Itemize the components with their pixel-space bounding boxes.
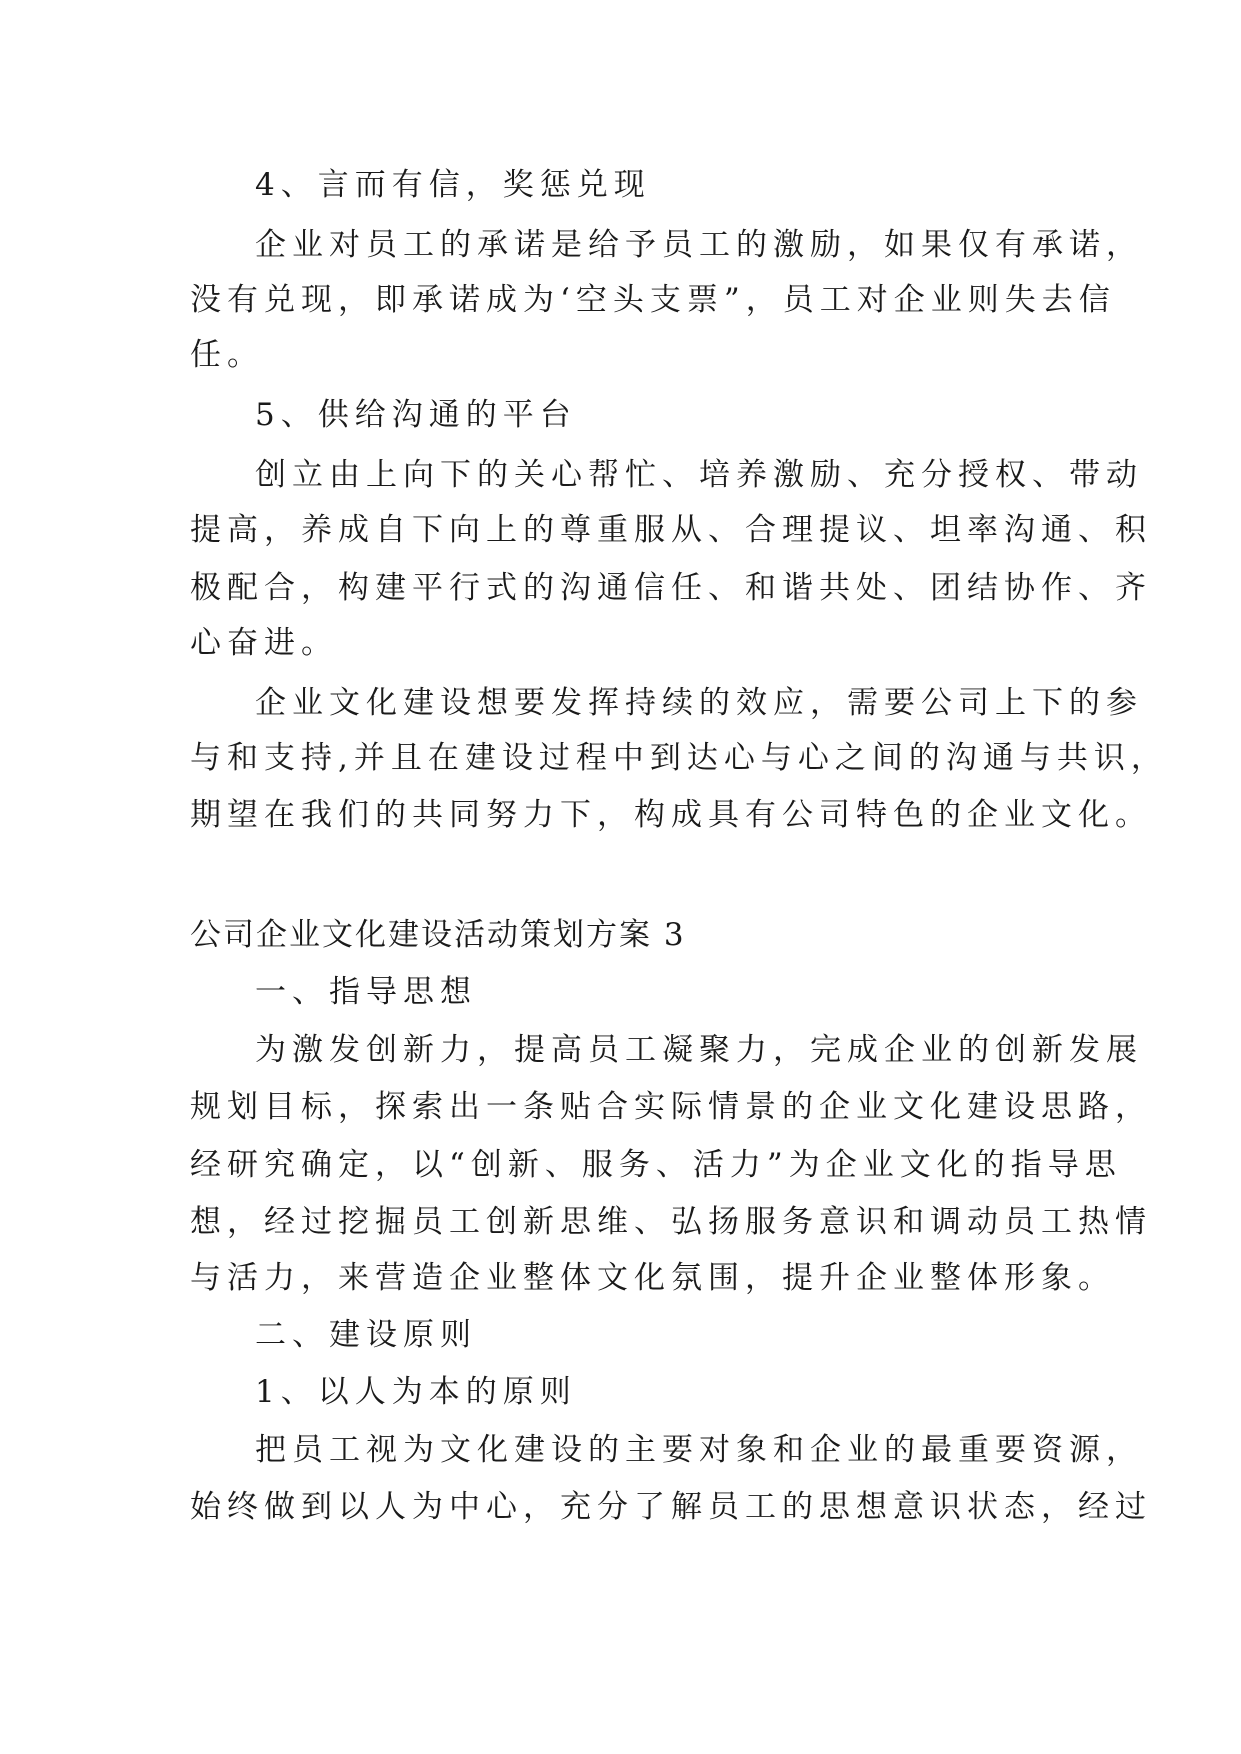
- paragraph-line: 与活力，来营造企业整体文化氛围，提升企业整体形象。: [190, 1260, 1115, 1296]
- heading-item-1: 1、以人为本的原则: [255, 1374, 577, 1410]
- paragraph-line: 心奋进。: [190, 625, 338, 661]
- heading-item-4: 4、言而有信，奖惩兑现: [255, 167, 651, 203]
- paragraph-line: 企业对员工的承诺是给予员工的激励，如果仅有承诺，: [255, 227, 1143, 263]
- paragraph-line: 提高，养成自下向上的尊重服从、合理提议、坦率沟通、积: [190, 512, 1152, 548]
- paragraph-line: 任。: [190, 337, 264, 373]
- paragraph-line: 规划目标，探索出一条贴合实际情景的企业文化建设思路，: [190, 1089, 1152, 1125]
- paragraph-line: 经研究确定，以“创新、服务、活力”为企业文化的指导思: [190, 1147, 1122, 1183]
- paragraph-line: 期望在我们的共同努力下，构成具有公司特色的企业文化。: [190, 797, 1152, 833]
- paragraph-line: 把员工视为文化建设的主要对象和企业的最重要资源，: [255, 1432, 1143, 1468]
- heading-guiding-thought: 一、指导思想: [255, 974, 477, 1010]
- section-title: 公司企业文化建设活动策划方案 3: [190, 917, 686, 953]
- heading-item-5: 5、供给沟通的平台: [255, 397, 577, 433]
- heading-principles: 二、建设原则: [255, 1317, 477, 1353]
- paragraph-line: 与和支持,并且在建设过程中到达心与心之间的沟通与共识，: [190, 740, 1168, 776]
- paragraph-line: 没有兑现，即承诺成为‘空头支票”，员工对企业则失去信: [190, 282, 1116, 318]
- paragraph-line: 始终做到以人为中心，充分了解员工的思想意识状态，经过: [190, 1489, 1152, 1525]
- paragraph-line: 想，经过挖掘员工创新思维、弘扬服务意识和调动员工热情: [190, 1204, 1152, 1240]
- paragraph-line: 企业文化建设想要发挥持续的效应，需要公司上下的参: [255, 685, 1143, 721]
- paragraph-line: 极配合，构建平行式的沟通信任、和谐共处、团结协作、齐: [190, 570, 1152, 606]
- paragraph-line: 为激发创新力，提高员工凝聚力，完成企业的创新发展: [255, 1032, 1143, 1068]
- paragraph-line: 创立由上向下的关心帮忙、培养激励、充分授权、带动: [255, 457, 1143, 493]
